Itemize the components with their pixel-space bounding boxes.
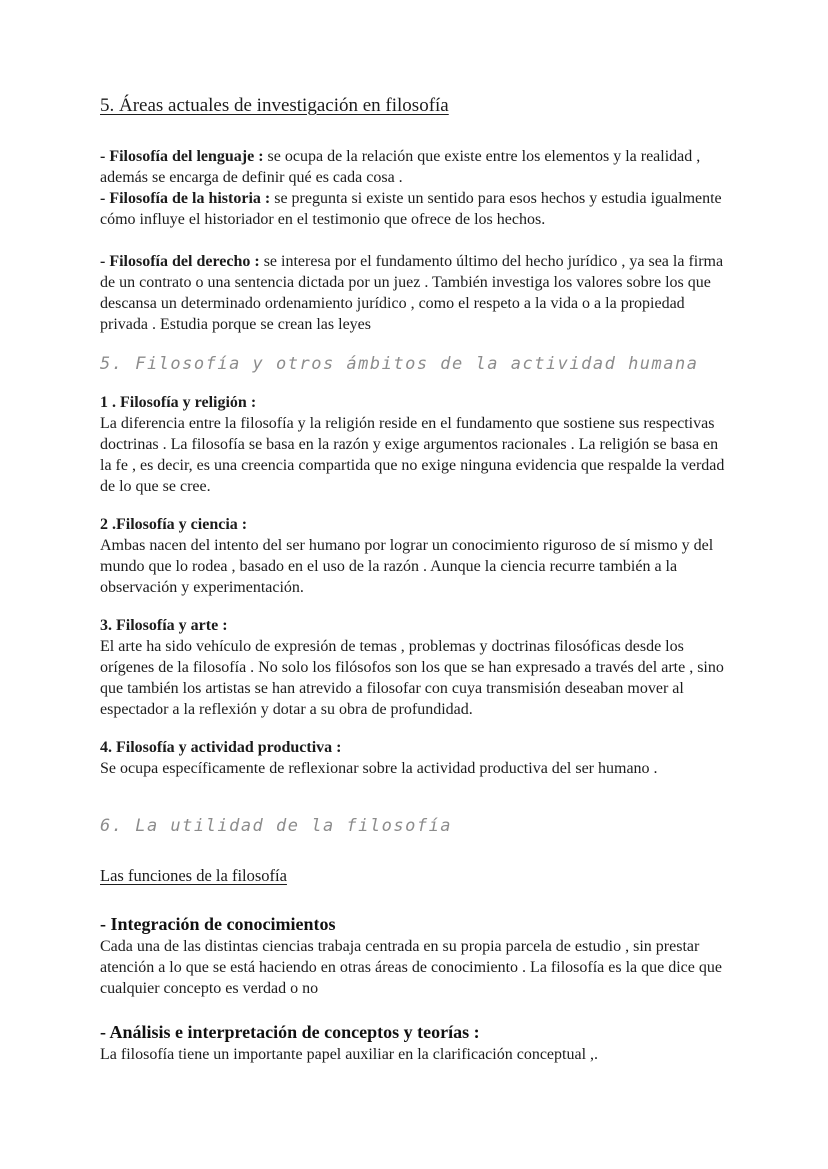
item-text-actividad-productiva: Se ocupa específicamente de reflexionar sobre la actividad productiva del ser humano . bbox=[100, 760, 658, 777]
item-text-religion: La diferencia entre la filosofía y la religión reside en el fundamento que sostiene sus respectivas doctrinas . La filosofía se basa en la razón y exige argumentos racionales . La religión se basa en la fe , es decir, es una creencia compartida que no exige ninguna evidencia que respalde la verdad de lo que se cree. bbox=[100, 415, 725, 495]
func-text-integracion: Cada una de las distintas ciencias trabaja centrada en su propia parcela de estudio , sin prestar atención a lo que se está haciendo en otras áreas de conocimiento . La filosofía es la que dice que cualquier concepto es verdad o no bbox=[100, 938, 722, 997]
research-areas-block-2 bbox=[100, 251, 730, 335]
page-title: 5. Áreas actuales de investigación en filosofía bbox=[100, 95, 449, 116]
func-text-analisis: La filosofía tiene un importante papel auxiliar en la clarificación conceptual ,. bbox=[100, 1046, 599, 1063]
item-filosofia-actividad-productiva bbox=[100, 737, 730, 779]
section-heading-utilidad: 6. La utilidad de la filosofía bbox=[100, 816, 453, 836]
section-heading-ambitos: 5. Filosofía y otros ámbitos de la actividad humana bbox=[100, 354, 699, 374]
item-filosofia-religion bbox=[100, 392, 730, 497]
term-label-lenguaje: - Filosofía del lenguaje : bbox=[100, 148, 264, 165]
item-label-actividad-productiva: 4. Filosofía y actividad productiva : bbox=[100, 739, 342, 756]
research-areas-block-1 bbox=[100, 146, 730, 230]
item-label-ciencia: 2 .Filosofía y ciencia : bbox=[100, 516, 248, 533]
term-label-historia: - Filosofía de la historia : bbox=[100, 190, 271, 207]
item-text-ciencia: Ambas nacen del intento del ser humano por lograr un conocimiento riguroso de sí mismo y del mundo que lo rodea , basado en el uso de la razón . Aunque la ciencia recurre también a la observación y experimentación. bbox=[100, 537, 714, 596]
paragraph-filosofia-derecho bbox=[100, 251, 730, 335]
term-text-lenguaje: se ocupa de la relación que existe entre los elementos y la realidad , además se encarga de definir qué es cada cosa . bbox=[100, 148, 701, 186]
sub-heading-funciones: Las funciones de la filosofía bbox=[100, 866, 287, 885]
func-label-analisis: - Análisis e interpretación de conceptos y teorías : bbox=[100, 1022, 480, 1042]
item-integracion-conocimientos bbox=[100, 912, 730, 999]
item-label-religion: 1 . Filosofía y religión : bbox=[100, 394, 257, 411]
paragraph-filosofia-historia bbox=[100, 188, 730, 230]
item-filosofia-arte bbox=[100, 615, 730, 720]
func-label-integracion: - Integración de conocimientos bbox=[100, 914, 336, 934]
item-label-arte: 3. Filosofía y arte : bbox=[100, 617, 228, 634]
paragraph-filosofia-lenguaje bbox=[100, 146, 730, 188]
term-text-historia: se pregunta si existe un sentido para esos hechos y estudia igualmente cómo influye el historiador en el testimonio que ofrece de los hechos. bbox=[100, 190, 722, 228]
item-text-arte: El arte ha sido vehículo de expresión de temas , problemas y doctrinas filosóficas desde los orígenes de la filosofía . No solo los filósofos son los que se han expresado a través del arte , sino que también los artistas se han atrevido a filosofar con cuya transmisión deseaban mover al espectador a la reflexión y dotar a su obra de profundidad. bbox=[100, 638, 724, 718]
term-label-derecho: - Filosofía del derecho : bbox=[100, 253, 260, 270]
term-text-derecho: se interesa por el fundamento último del hecho jurídico , ya sea la firma de un contrato o una sentencia dictada por un juez . También investiga los valores sobre los que descansa un determinado ordenamiento jurídico , como el respeto a la vida o a la propiedad privada . Estudia porque se crean las leyes bbox=[100, 253, 724, 333]
item-filosofia-ciencia bbox=[100, 514, 730, 598]
item-analisis-interpretacion bbox=[100, 1020, 730, 1065]
